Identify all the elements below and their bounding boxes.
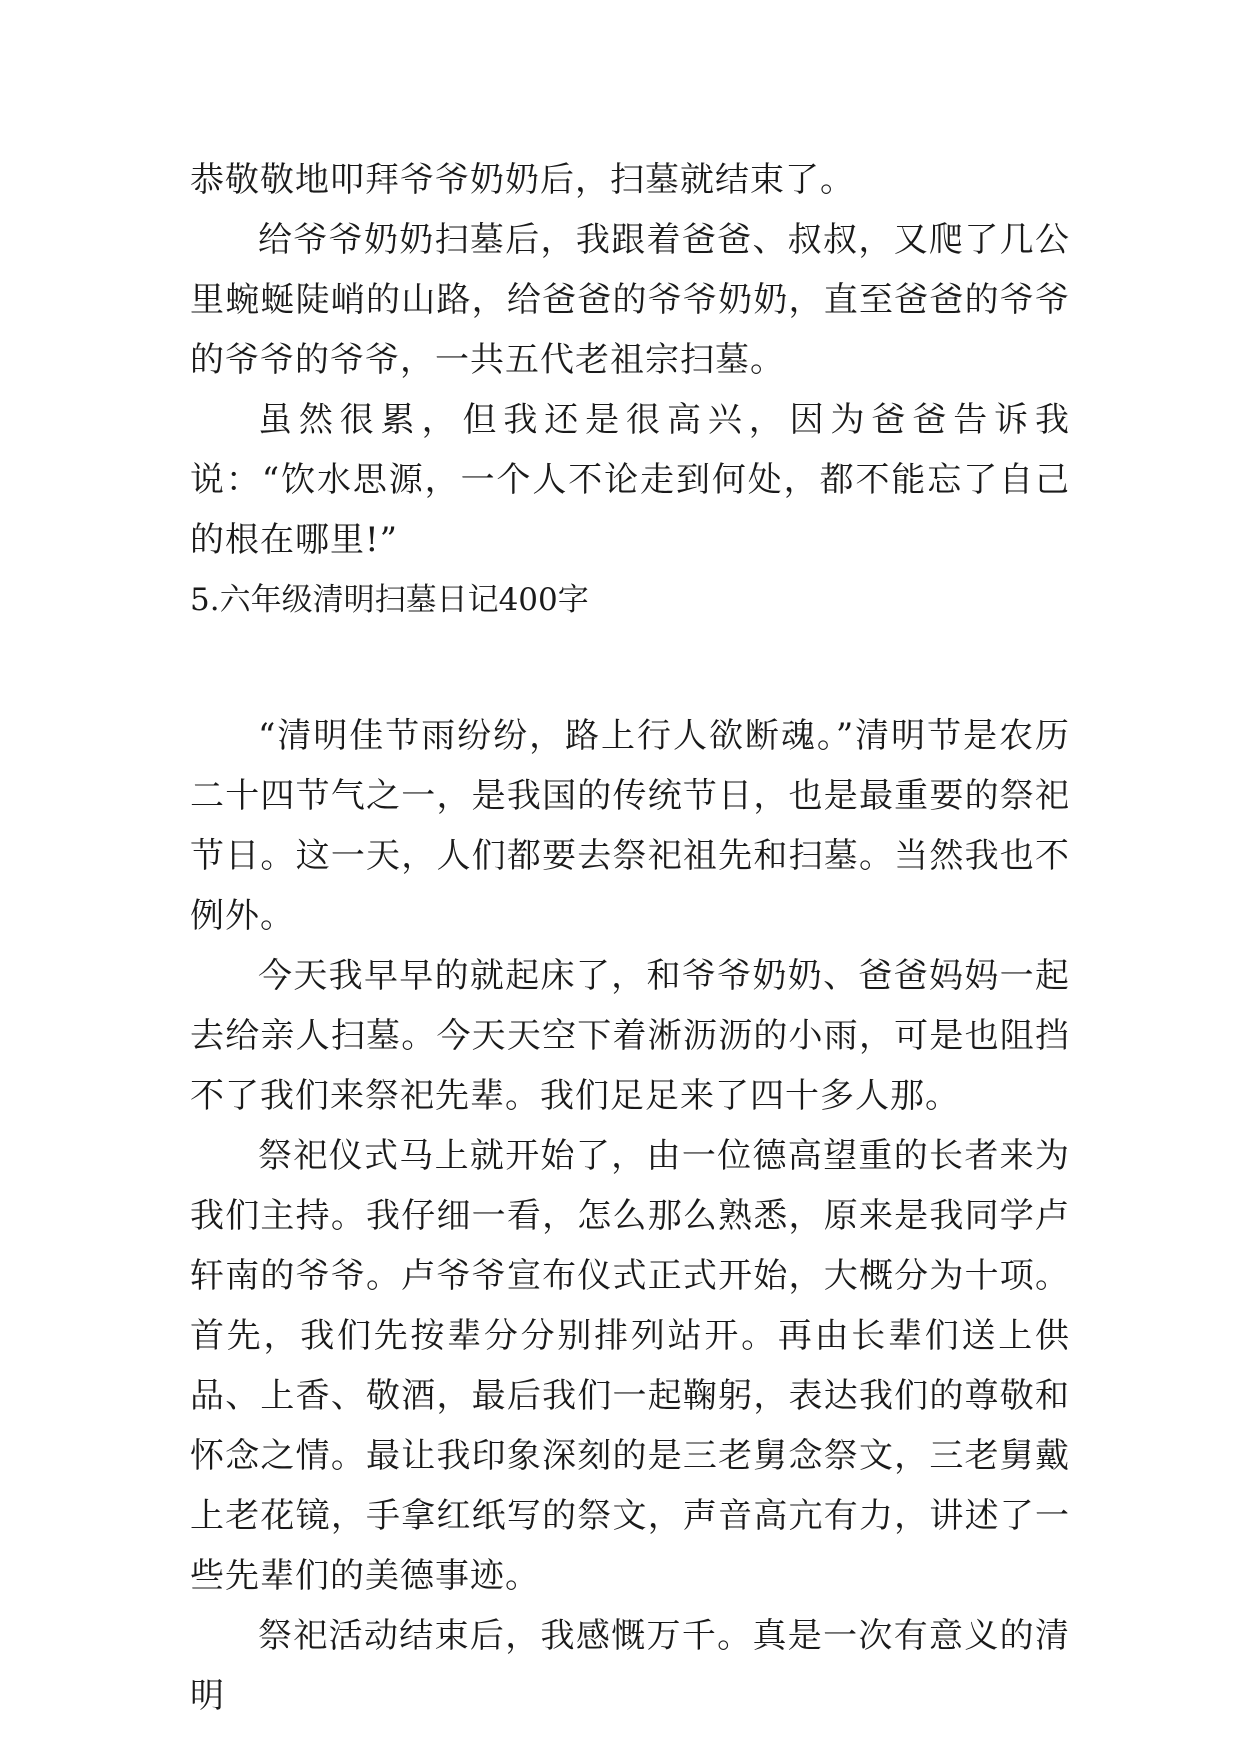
paragraph-ceremony: 祭祀仪式马上就开始了，由一位德高望重的长者来为我们主持。我仔细一看，怎么那么熟悉，原来是我同学卢轩南的爷爷。卢爷爷宣布仪式正式开始，大概分为十项。首先，我们先按辈分分别排列站开。再由长辈们送上供品、上香、敬酒，最后我们一起鞠躬，表达我们的尊敬和怀念之情。最让我印象深刻的是三老舅念祭文，三老舅戴上老花镜，手拿红纸写的祭文，声音高亢有力，讲述了一些先辈们的美德事迹。 xyxy=(190,1136,1070,1596)
spacer xyxy=(190,630,1070,690)
spacer xyxy=(190,690,1070,706)
paragraph-father-advice: 虽然很累，但我还是很高兴，因为爸爸告诉我说：“饮水思源，一个人不论走到何处，都不能忘了自己的根在哪里!” xyxy=(190,400,1070,560)
paragraph-reflection: 祭祀活动结束后，我感慨万千。真是一次有意义的清明 xyxy=(190,1616,1070,1716)
paragraph-continuation: 恭敬敬地叩拜爷爷奶奶后，扫墓就结束了。 xyxy=(190,160,855,200)
document-body xyxy=(190,150,1070,1726)
paragraph-qingming-intro: “清明佳节雨纷纷，路上行人欲断魂。”清明节是农历二十四节气之一，是我国的传统节日，也是最重要的祭祀节日。这一天，人们都要去祭祀祖先和扫墓。当然我也不例外。 xyxy=(190,716,1070,936)
paragraph-morning-rain: 今天我早早的就起床了，和爷爷奶奶、爸爸妈妈一起去给亲人扫墓。今天天空下着淅沥沥的小雨，可是也阻挡不了我们来祭祀先辈。我们足足来了四十多人那。 xyxy=(190,956,1070,1116)
paragraph-grave-sweeping-ancestors: 给爷爷奶奶扫墓后，我跟着爸爸、叔叔，又爬了几公里蜿蜒陡峭的山路，给爸爸的爷爷奶奶，直至爸爸的爷爷的爷爷的爷爷，一共五代老祖宗扫墓。 xyxy=(190,220,1070,380)
section-heading: 5.六年级清明扫墓日记400字 xyxy=(190,582,589,618)
